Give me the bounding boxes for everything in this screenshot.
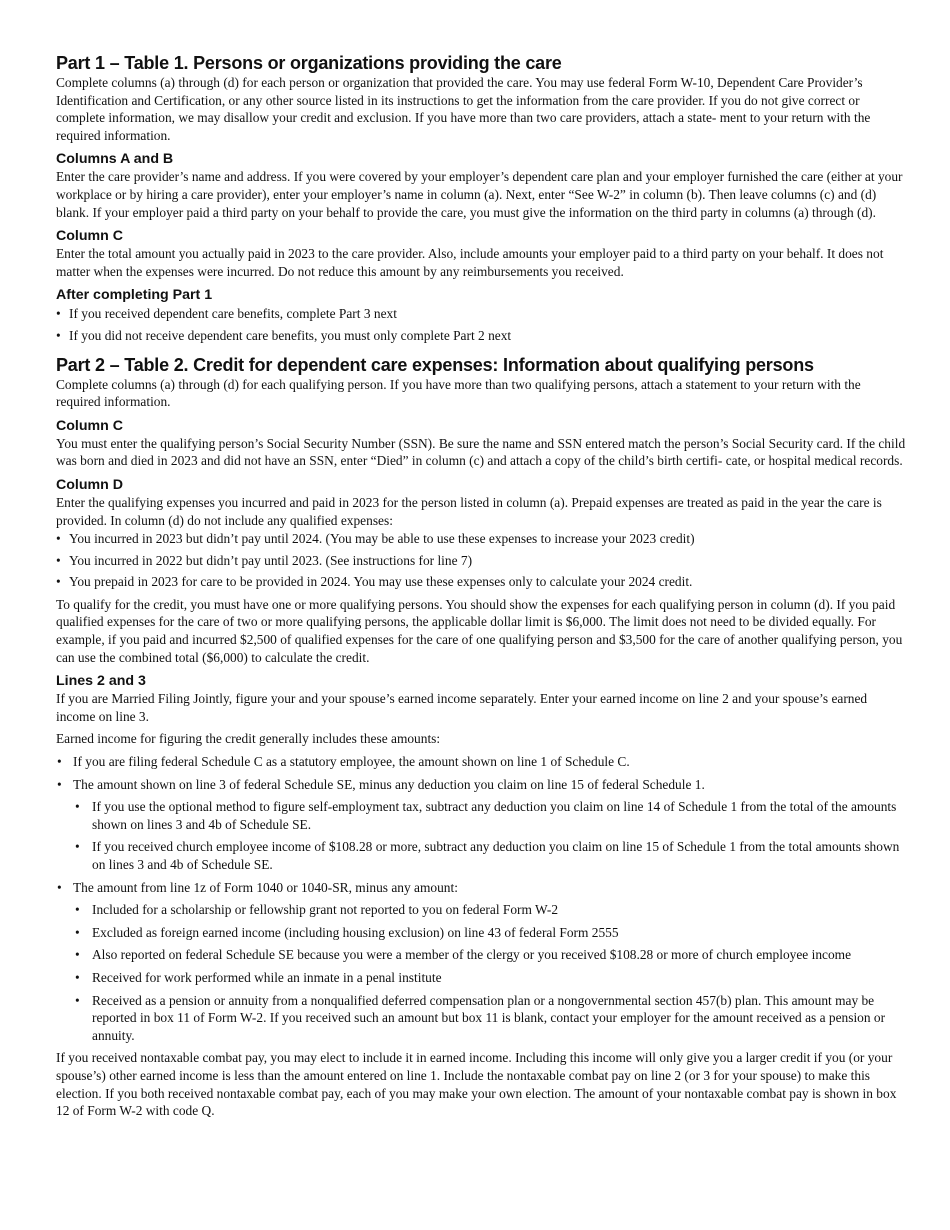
column-d-list: [56, 530, 906, 591]
part1-column-c-text: Enter the total amount you actually paid in 2023 to the care provider. Also, include amounts your employer paid to a third party on your behalf. It does not matter when the expenses were incurred. Do not reduce this amount by any reimbursements you received.: [56, 246, 884, 279]
earned-income-list: [56, 753, 906, 1044]
list-item: • If you are filing federal Schedule C as a statutory employee, the amount shown on line 1 of Schedule C.: [56, 753, 906, 771]
list-item: • If you received dependent care benefits, complete Part 3 next: [56, 305, 906, 323]
part2-section: [56, 354, 906, 1120]
after-part1-heading: After completing Part 1: [56, 287, 213, 304]
column-d-text: Enter the qualifying expenses you incurred and paid in 2023 for the person listed in column (a). Prepaid expenses are treated as paid in the year the care is provided. In column (d) do not include any qualified expenses:: [56, 494, 882, 528]
list-item: • The amount from line 1z of Form 1040 or 1040-SR, minus any amount:: [56, 879, 906, 897]
combat-pay-text: If you received nontaxable combat pay, you may elect to include it in earned income. Including this income will only give you a larger credit if you (or your spouse’s) other earned income is less than the amount entered on line 1. Include the nontaxable combat pay on line 2 (or 3 for your spouse) to make this election. If you both received nontaxable combat pay, each of you may make your own election. The amount of your nontaxable combat pay is shown in box 12 of Form W-2 with code Q.: [56, 1050, 897, 1119]
sub-list-item: • Included for a scholarship or fellowship grant not reported to you on federal Form W-2: [56, 901, 906, 919]
sub-list-item: • If you received church employee income of $108.28 or more, subtract any deduction you claim on line 15 of Schedule 1 from the total amounts shown on lines 3 and 4b of Schedule SE.: [56, 838, 906, 873]
part2-intro: Complete columns (a) through (d) for each qualifying person. If you have more than two qualifying persons, attach a statement to your return with the required information.: [56, 376, 861, 410]
column-d-heading: Column D: [56, 476, 123, 493]
list-item: • You incurred in 2023 but didn’t pay until 2024. (You may be able to use these expenses to increase your 2023 credit): [56, 530, 906, 548]
columns-ab-heading: Columns A and B: [56, 151, 174, 168]
lines-2-3-heading: Lines 2 and 3: [56, 673, 146, 690]
part1-column-c-heading: Column C: [56, 228, 123, 245]
sub-list-item: • Received as a pension or annuity from a nonqualified deferred compensation plan or a nongovernmental section 457(b) plan. This amount may be reported in box 11 of Form W-2. If you received such an amount but box 11 is blank, contact your employer for the amount received as a pension or annuity.: [56, 992, 906, 1045]
lines-2-3-text2: Earned income for figuring the credit generally includes these amounts:: [56, 731, 441, 747]
columns-ab-text: Enter the care provider’s name and address. If you were covered by your employer’s dependent care plan and your employer furnished the care (either at your workplace or by hiring a care provider), enter your employer’s name in column (a). Next, enter “See W-2” in column (b). Then leave columns (c) and (d) blank. If your employer paid a third party on your behalf to provide the care, you must give the information on the third party in columns (a) through (d).: [56, 169, 903, 220]
sub-list-item: • Received for work performed while an inmate in a penal institute: [56, 969, 906, 987]
column-d-closing: To qualify for the credit, you must have one or more qualifying persons. You should show the expenses for each qualifying person in column (d). If you paid qualified expenses for the care of two or more qualifying persons, the applicable dollar limit is $6,000. The limit does not need to be divided equally. For example, if you paid and incurred $2,500 of qualified expenses for the care of one qualifying person and $3,500 for the care of another qualifying person, you can use the combined total ($6,000) to calculate the credit.: [56, 596, 903, 665]
part2-column-c-text: You must enter the qualifying person’s Social Security Number (SSN). Be sure the name and SSN entered match the person’s Social Security card. If the child was born and died in 2023 and did not have an SSN, enter “Died” in column (c) and attach a copy of the child’s birth certifi- cate, or hospital medical records.: [56, 435, 906, 469]
part2-title: Part 2 – Table 2. Credit for dependent care expenses: Information about qualifying persons: [56, 354, 814, 375]
part2-column-c-heading: Column C: [56, 417, 123, 434]
sub-list-item: • Excluded as foreign earned income (including housing exclusion) on line 43 of federal Form 2555: [56, 924, 906, 942]
after-part1-list: [56, 305, 906, 344]
sub-list-item: • If you use the optional method to figure self-employment tax, subtract any deduction you claim on line 14 of Schedule 1 from the total of the amounts shown on lines 3 and 4b of Schedule SE.: [56, 798, 906, 833]
list-item: • You incurred in 2022 but didn’t pay until 2023. (See instructions for line 7): [56, 552, 906, 570]
lines-2-3-text1: If you are Married Filing Jointly, figure your and your spouse’s earned income separately. Enter your earned income on line 2 and your spouse’s earned income on line 3.: [56, 691, 868, 724]
part1-title: Part 1 – Table 1. Persons or organizations providing the care: [56, 53, 562, 73]
part1-section: [56, 52, 906, 345]
list-item: • If you did not receive dependent care benefits, you must only complete Part 2 next: [56, 327, 906, 345]
part1-intro: Complete columns (a) through (d) for each person or organization that provided the care. You may use federal Form W-10, Dependent Care Provider’s Identification and Certification, or any other source listed in its instructions to get the information from the care provider. If you do not give correct or complete information, we may disallow your credit and exclusion. If you have more than two care providers, attach a state- ment to your return with the required information.: [56, 75, 871, 143]
list-item: • You prepaid in 2023 for care to be provided in 2024. You may use these expenses only to calculate your 2024 credit.: [56, 573, 906, 591]
sub-list-item: • Also reported on federal Schedule SE because you were a member of the clergy or you received $108.28 or more of church employee income: [56, 946, 906, 964]
list-item: • The amount shown on line 3 of federal Schedule SE, minus any deduction you claim on line 15 of federal Schedule 1.: [56, 776, 906, 794]
